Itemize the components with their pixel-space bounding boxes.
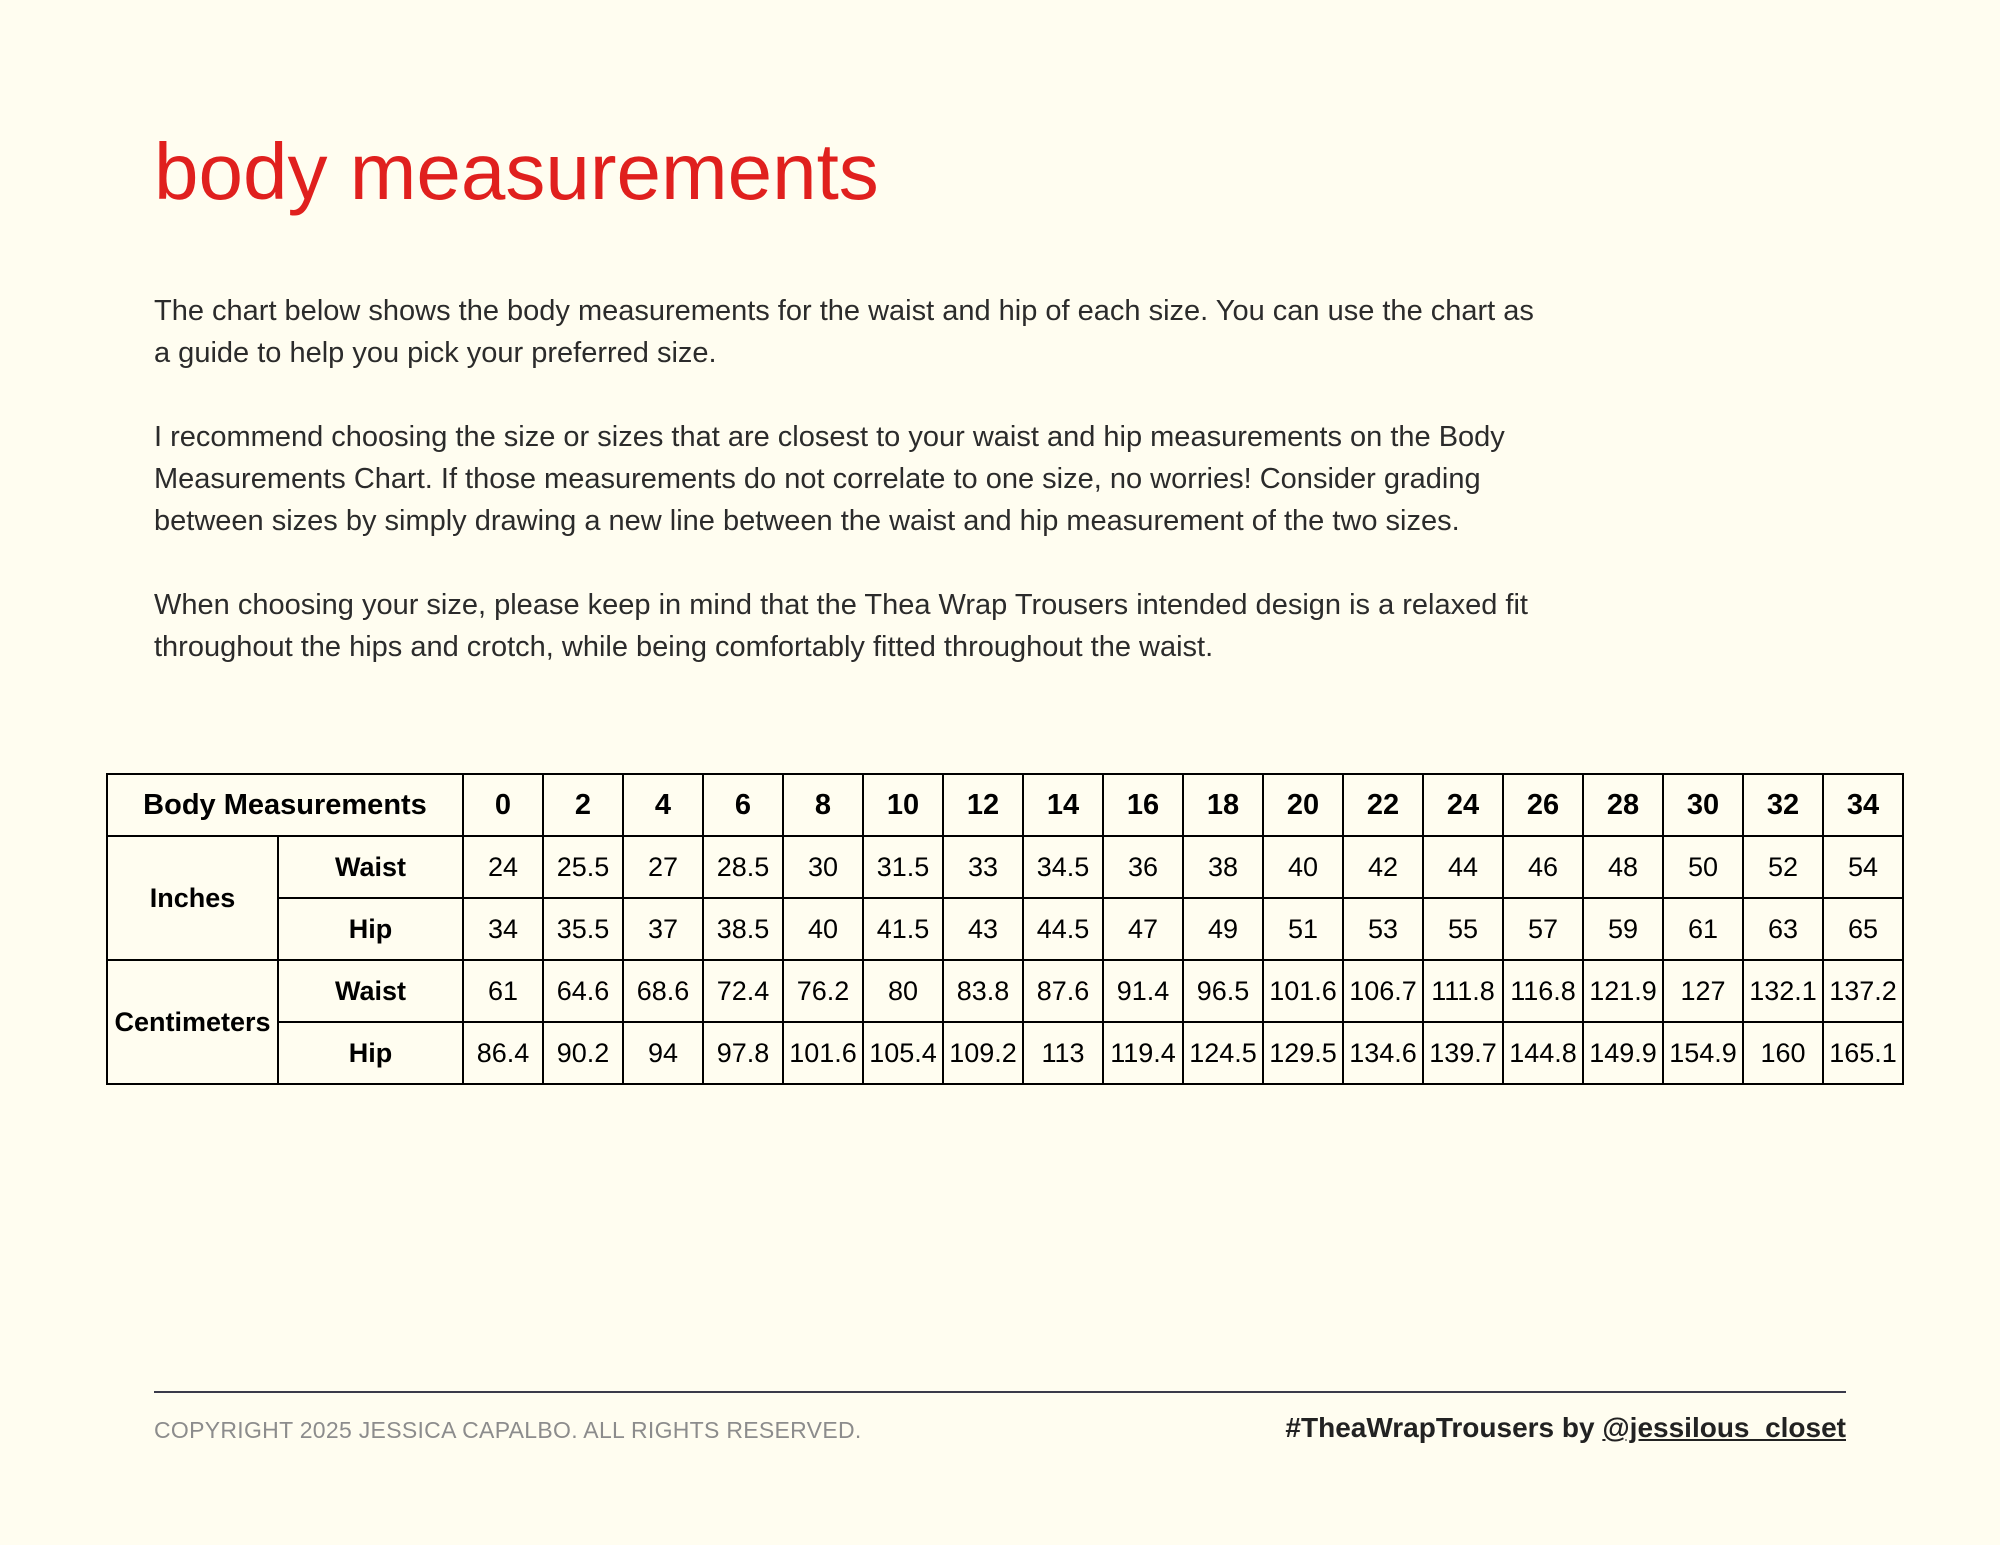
measurement-value: 101.6 xyxy=(1263,960,1343,1022)
measurement-value: 47 xyxy=(1103,898,1183,960)
measurement-value: 34 xyxy=(463,898,543,960)
measurement-value: 124.5 xyxy=(1183,1022,1263,1084)
page-title: body measurements xyxy=(154,127,879,216)
measurement-value: 90.2 xyxy=(543,1022,623,1084)
size-header: 28 xyxy=(1583,774,1663,836)
footer-divider xyxy=(154,1391,1846,1393)
measurement-value: 106.7 xyxy=(1343,960,1423,1022)
measurement-value: 35.5 xyxy=(543,898,623,960)
measurement-value: 83.8 xyxy=(943,960,1023,1022)
measurement-value: 31.5 xyxy=(863,836,943,898)
copyright-text: COPYRIGHT 2025 JESSICA CAPALBO. ALL RIGHTS RESERVED. xyxy=(154,1417,862,1443)
size-header: 32 xyxy=(1743,774,1823,836)
measurement-value: 57 xyxy=(1503,898,1583,960)
measurement-value: 40 xyxy=(1263,836,1343,898)
size-header: 20 xyxy=(1263,774,1343,836)
measurement-value: 49 xyxy=(1183,898,1263,960)
credit-line xyxy=(1285,1412,1846,1444)
size-header: 22 xyxy=(1343,774,1423,836)
measurement-value: 44.5 xyxy=(1023,898,1103,960)
measurement-value: 101.6 xyxy=(783,1022,863,1084)
measurement-value: 61 xyxy=(463,960,543,1022)
measurement-value: 80 xyxy=(863,960,943,1022)
measurement-value: 48 xyxy=(1583,836,1663,898)
measurement-value: 37 xyxy=(623,898,703,960)
measurement-value: 38 xyxy=(1183,836,1263,898)
size-header: 4 xyxy=(623,774,703,836)
measurement-value: 144.8 xyxy=(1503,1022,1583,1084)
measurement-value: 160 xyxy=(1743,1022,1823,1084)
measurement-value: 42 xyxy=(1343,836,1423,898)
measurement-value: 50 xyxy=(1663,836,1743,898)
size-header: 14 xyxy=(1023,774,1103,836)
size-header: 34 xyxy=(1823,774,1903,836)
measurement-label: Hip xyxy=(278,1022,463,1084)
size-header: 12 xyxy=(943,774,1023,836)
unit-label: Inches xyxy=(107,836,278,960)
intro-paragraph: I recommend choosing the size or sizes that are closest to your waist and hip measurements on the Body Measurements Chart. If those measurements do not correlate to one size, no worries! Consider grading between sizes by simply drawing a new line between the waist and hip measurement of the two sizes. xyxy=(154,421,1505,537)
measurement-value: 64.6 xyxy=(543,960,623,1022)
measurement-value: 54 xyxy=(1823,836,1903,898)
measurement-value: 65 xyxy=(1823,898,1903,960)
measurement-value: 52 xyxy=(1743,836,1823,898)
instagram-handle-link[interactable]: @jessilous_closet xyxy=(1602,1412,1846,1443)
table-row xyxy=(107,836,1903,898)
size-header: 8 xyxy=(783,774,863,836)
measurement-value: 165.1 xyxy=(1823,1022,1903,1084)
measurement-value: 55 xyxy=(1423,898,1503,960)
measurement-value: 38.5 xyxy=(703,898,783,960)
body-measurements-table xyxy=(106,773,1904,1085)
measurement-label: Waist xyxy=(278,960,463,1022)
intro-paragraph: The chart below shows the body measurements for the waist and hip of each size. You can use the chart as a guide to help you pick your preferred size. xyxy=(154,295,1534,369)
measurement-value: 154.9 xyxy=(1663,1022,1743,1084)
measurement-value: 24 xyxy=(463,836,543,898)
measurement-value: 127 xyxy=(1663,960,1743,1022)
measurement-value: 137.2 xyxy=(1823,960,1903,1022)
table-header-row xyxy=(107,774,1903,836)
size-header: 26 xyxy=(1503,774,1583,836)
intro-text xyxy=(154,290,1554,710)
measurement-value: 87.6 xyxy=(1023,960,1103,1022)
measurement-value: 43 xyxy=(943,898,1023,960)
measurement-value: 86.4 xyxy=(463,1022,543,1084)
measurement-label: Hip xyxy=(278,898,463,960)
size-header: 0 xyxy=(463,774,543,836)
measurement-value: 44 xyxy=(1423,836,1503,898)
measurement-value: 36 xyxy=(1103,836,1183,898)
measurement-value: 46 xyxy=(1503,836,1583,898)
table-row xyxy=(107,960,1903,1022)
measurement-value: 111.8 xyxy=(1423,960,1503,1022)
hashtag-text: #TheaWrapTrousers by xyxy=(1285,1412,1595,1443)
measurement-value: 121.9 xyxy=(1583,960,1663,1022)
measurement-value: 97.8 xyxy=(703,1022,783,1084)
measurement-value: 51 xyxy=(1263,898,1343,960)
measurement-value: 105.4 xyxy=(863,1022,943,1084)
measurement-value: 134.6 xyxy=(1343,1022,1423,1084)
measurement-value: 72.4 xyxy=(703,960,783,1022)
measurement-value: 113 xyxy=(1023,1022,1103,1084)
measurement-value: 119.4 xyxy=(1103,1022,1183,1084)
table-row xyxy=(107,1022,1903,1084)
size-header: 2 xyxy=(543,774,623,836)
measurement-value: 41.5 xyxy=(863,898,943,960)
measurement-value: 40 xyxy=(783,898,863,960)
size-header: 18 xyxy=(1183,774,1263,836)
measurement-value: 91.4 xyxy=(1103,960,1183,1022)
size-header: 30 xyxy=(1663,774,1743,836)
measurement-value: 76.2 xyxy=(783,960,863,1022)
measurement-value: 28.5 xyxy=(703,836,783,898)
measurement-value: 116.8 xyxy=(1503,960,1583,1022)
measurement-value: 33 xyxy=(943,836,1023,898)
measurement-value: 34.5 xyxy=(1023,836,1103,898)
measurement-value: 139.7 xyxy=(1423,1022,1503,1084)
measurement-value: 149.9 xyxy=(1583,1022,1663,1084)
size-header: 24 xyxy=(1423,774,1503,836)
size-header: 16 xyxy=(1103,774,1183,836)
intro-paragraph: When choosing your size, please keep in mind that the Thea Wrap Trousers intended design is a relaxed fit throughout the hips and crotch, while being comfortably fitted throughout the waist. xyxy=(154,589,1528,663)
measurement-value: 68.6 xyxy=(623,960,703,1022)
measurement-value: 96.5 xyxy=(1183,960,1263,1022)
measurement-value: 61 xyxy=(1663,898,1743,960)
table-header-label: Body Measurements xyxy=(107,774,463,836)
measurement-value: 63 xyxy=(1743,898,1823,960)
measurement-value: 94 xyxy=(623,1022,703,1084)
measurement-value: 30 xyxy=(783,836,863,898)
measurement-value: 27 xyxy=(623,836,703,898)
table-row xyxy=(107,898,1903,960)
measurement-value: 25.5 xyxy=(543,836,623,898)
measurement-value: 109.2 xyxy=(943,1022,1023,1084)
unit-label: Centimeters xyxy=(107,960,278,1084)
measurement-value: 59 xyxy=(1583,898,1663,960)
size-header: 6 xyxy=(703,774,783,836)
measurement-value: 129.5 xyxy=(1263,1022,1343,1084)
measurement-value: 53 xyxy=(1343,898,1423,960)
measurement-label: Waist xyxy=(278,836,463,898)
size-header: 10 xyxy=(863,774,943,836)
measurement-value: 132.1 xyxy=(1743,960,1823,1022)
